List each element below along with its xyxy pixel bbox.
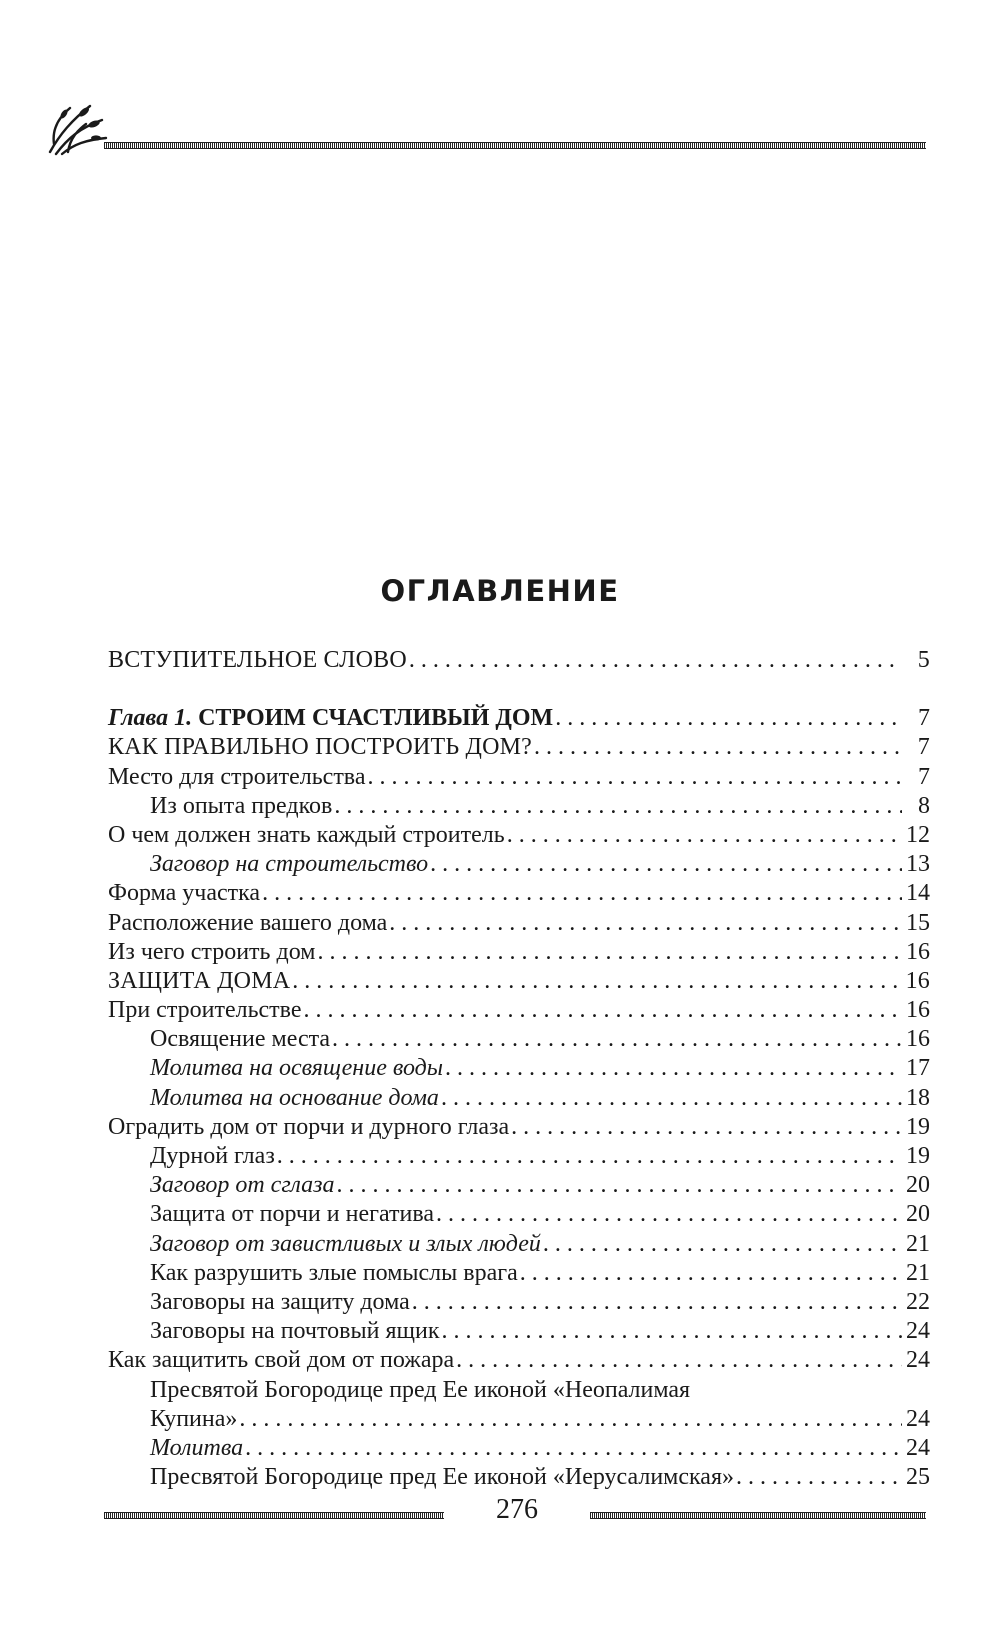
toc-entry-page: 12 <box>906 821 930 848</box>
toc-entry-title: Дурной глаз <box>150 1143 275 1169</box>
toc-entry[interactable] <box>108 763 930 792</box>
toc-entry[interactable] <box>108 1346 930 1375</box>
toc-entry-title: Оградить дом от порчи и дурного глаза <box>108 1113 510 1140</box>
toc-entry[interactable] <box>108 1463 930 1492</box>
leader-dots <box>262 879 902 908</box>
toc-entry-page: 16 <box>906 1026 930 1053</box>
toc-entry-title: Из чего строить дом <box>108 938 316 965</box>
toc-entry-title: Заговоры на защиту дома <box>150 1288 410 1315</box>
toc-entry[interactable] <box>108 733 930 762</box>
toc-entry-title: Молитва на освящение воды <box>150 1055 444 1082</box>
toc-entry[interactable] <box>108 1259 930 1288</box>
footer-rule-right <box>590 1512 926 1519</box>
toc-entry[interactable] <box>108 792 930 821</box>
toc-entry-line-1[interactable] <box>108 1376 930 1405</box>
toc-entry-page: 21 <box>906 1230 930 1257</box>
footer-rule-left <box>104 1512 444 1519</box>
leader-dots <box>436 1200 902 1229</box>
toc-entry-page: 24 <box>906 1405 930 1432</box>
toc-entry-page: 16 <box>905 967 930 994</box>
toc-entry-page: 19 <box>906 1143 930 1169</box>
leader-dots <box>277 1142 902 1171</box>
toc-entry[interactable] <box>108 1434 930 1463</box>
toc-entry[interactable] <box>108 1142 930 1171</box>
leaf-ornament-icon <box>46 100 108 156</box>
leader-dots <box>445 1054 902 1083</box>
toc-entry-title: Освящение места <box>150 1026 331 1053</box>
toc-entry-page: 7 <box>917 734 930 761</box>
toc-entry-title: Место для строительства <box>108 763 366 790</box>
leader-dots <box>409 646 902 675</box>
leader-dots <box>317 938 902 967</box>
toc-entry-title: Молитва <box>150 1434 244 1461</box>
leader-dots <box>555 704 902 733</box>
page-number: 276 <box>496 1494 538 1525</box>
toc-entry-page: 22 <box>906 1288 930 1315</box>
toc-entry-title: При строительстве <box>108 997 302 1024</box>
toc-entry-page: 24 <box>906 1434 930 1461</box>
toc-entry-page: 18 <box>906 1084 930 1111</box>
toc-entry-page: 24 <box>906 1347 930 1374</box>
toc-entry-title: КАК ПРАВИЛЬНО ПОСТРОИТЬ ДОМ? <box>108 734 533 761</box>
toc-entry[interactable] <box>108 1200 930 1229</box>
toc-entry-title: Как защитить свой дом от пожара <box>108 1347 455 1374</box>
table-of-contents <box>108 646 930 1492</box>
toc-title: ОГЛАВЛЕНИЕ <box>380 574 620 608</box>
toc-entry-title: Расположение вашего дома <box>108 909 388 936</box>
toc-entry[interactable] <box>108 938 930 967</box>
toc-entry[interactable] <box>108 967 930 996</box>
leader-dots <box>543 1230 902 1259</box>
header-rule <box>104 142 926 149</box>
toc-entry-title: Пресвятой Богородице пред Ее иконой «Иерусалимская» <box>150 1464 734 1491</box>
toc-entry[interactable] <box>108 1113 930 1142</box>
toc-entry-title: Заговор от сглаза <box>150 1172 335 1199</box>
leader-dots <box>430 850 902 879</box>
toc-entry-page: 13 <box>906 851 930 878</box>
leader-dots <box>367 763 902 792</box>
toc-entry[interactable] <box>108 1054 930 1083</box>
toc-entry-title <box>108 704 553 733</box>
toc-entry-title: Пресвятой Богородице пред Ее иконой «Неопалимая <box>150 1376 691 1403</box>
toc-entry[interactable] <box>108 1171 930 1200</box>
leader-dots <box>239 1405 902 1434</box>
toc-entry[interactable] <box>108 1025 930 1054</box>
toc-entry-title-continued: Купина» <box>150 1405 238 1432</box>
toc-entry-page: 7 <box>918 763 930 790</box>
leader-dots <box>412 1288 902 1317</box>
toc-entry-title: Заговор на строительство <box>150 851 429 878</box>
leader-dots <box>292 967 902 996</box>
toc-entry-title: О чем должен знать каждый строитель <box>108 821 505 848</box>
toc-entry-page: 15 <box>906 909 930 936</box>
toc-entry-page: 14 <box>906 880 930 907</box>
leader-dots <box>334 792 902 821</box>
toc-entry-title: Заговоры на почтовый ящик <box>150 1318 440 1345</box>
toc-entry-page: 25 <box>906 1464 930 1491</box>
toc-entry-page: 24 <box>906 1318 930 1345</box>
leader-dots <box>337 1171 903 1200</box>
toc-entry-page: 20 <box>906 1172 930 1199</box>
leader-dots <box>456 1346 902 1375</box>
toc-entry-page: 8 <box>918 792 930 819</box>
leader-dots <box>442 1317 903 1346</box>
toc-entry[interactable] <box>108 1317 930 1346</box>
toc-entry-page: 16 <box>906 938 930 965</box>
toc-entry-title: Защита от порчи и негатива <box>150 1201 434 1228</box>
chapter-title: СТРОИМ СЧАСТЛИВЫЙ ДОМ <box>192 705 554 732</box>
leader-dots <box>332 1025 902 1054</box>
toc-entry-chapter[interactable] <box>108 704 930 733</box>
toc-entry[interactable] <box>108 879 930 908</box>
toc-entry-line-2[interactable] <box>108 1405 930 1434</box>
leader-dots <box>441 1084 902 1113</box>
toc-entry[interactable] <box>108 850 930 879</box>
toc-entry[interactable] <box>108 1230 930 1259</box>
toc-entry-page: 19 <box>906 1113 930 1140</box>
toc-entry-page: 16 <box>906 997 930 1024</box>
toc-entry-page: 17 <box>906 1055 930 1082</box>
toc-entry[interactable] <box>108 1288 930 1317</box>
toc-entry-title: Из опыта предков <box>150 792 333 819</box>
toc-entry[interactable] <box>108 821 930 850</box>
toc-entry[interactable] <box>108 909 930 938</box>
leader-dots <box>511 1113 902 1142</box>
leader-dots <box>245 1434 902 1463</box>
toc-entry-title: Форма участка <box>108 880 261 907</box>
leader-dots <box>389 909 902 938</box>
toc-entry-page: 5 <box>917 647 930 673</box>
toc-entry-page: 21 <box>906 1259 930 1286</box>
toc-entry-title: Как разрушить злые помыслы врага <box>150 1259 518 1286</box>
leader-dots <box>304 996 903 1025</box>
toc-entry[interactable] <box>108 1084 930 1113</box>
toc-entry-page: 20 <box>906 1201 930 1228</box>
toc-entry-title: Молитва на основание дома <box>150 1084 439 1111</box>
toc-entry-page: 7 <box>918 705 930 732</box>
toc-entry-title: Заговор от завистливых и злых людей <box>150 1230 541 1257</box>
toc-entry[interactable] <box>108 996 930 1025</box>
leader-dots <box>534 733 902 762</box>
toc-entry-title: ЗАЩИТА ДОМА <box>108 967 291 994</box>
toc-entry[interactable] <box>108 646 930 675</box>
leader-dots <box>520 1259 902 1288</box>
leader-dots <box>736 1463 902 1492</box>
chapter-label: Глава 1. <box>108 705 193 732</box>
leader-dots <box>507 821 902 850</box>
toc-entry-title: ВСТУПИТЕЛЬНОЕ СЛОВО <box>108 647 407 673</box>
